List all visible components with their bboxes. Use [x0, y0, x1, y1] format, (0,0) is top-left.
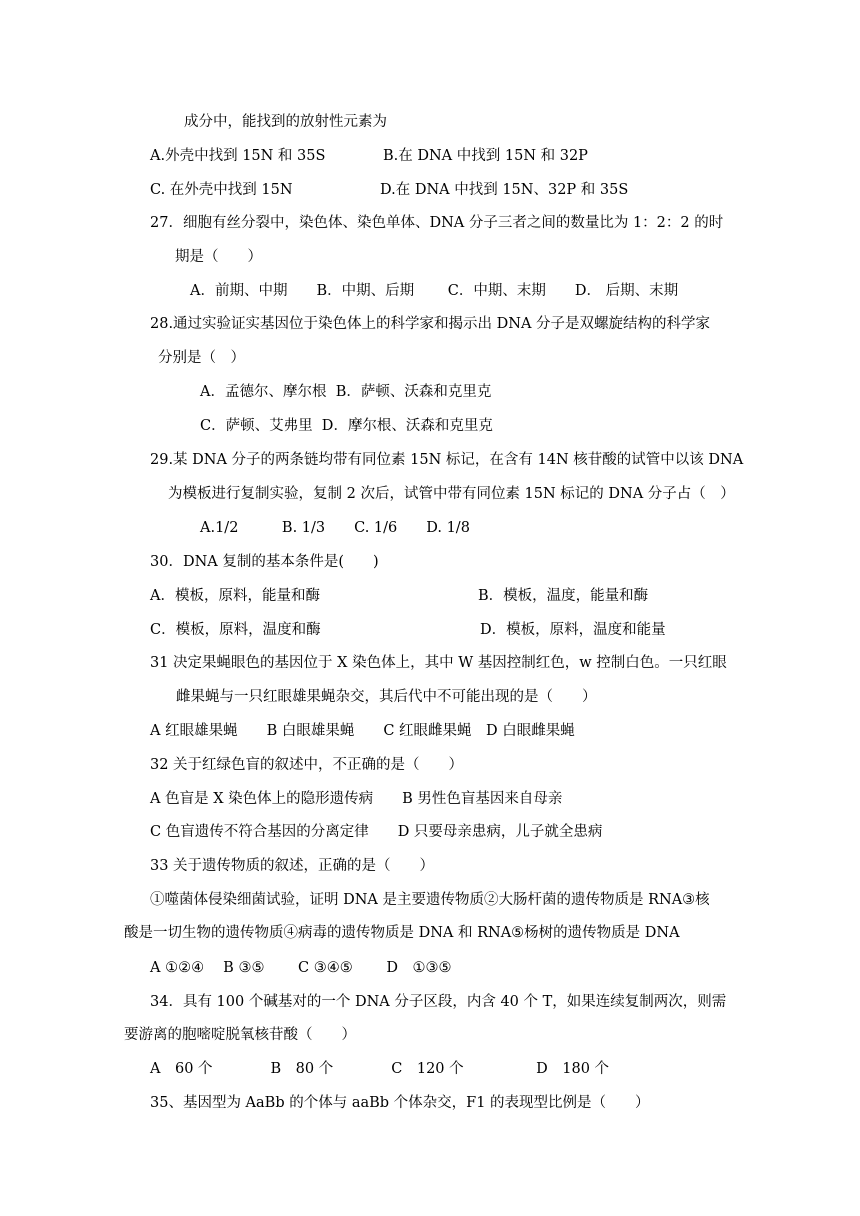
q30-option-a: A．模板，原料，能量和酶: [150, 588, 320, 604]
q26-option-a: A.外壳中找到 15N 和 35S: [150, 148, 326, 164]
q31-options: A 红眼雄果蝇 B 白眼雄果蝇 C 红眼雌果蝇 D 白眼雌果蝇: [150, 723, 575, 739]
q27-options: A．前期、中期 B．中期、后期 C．中期、末期 D． 后期、末期: [190, 283, 679, 299]
q29-options: A.1/2 B. 1/3 C. 1/6 D. 1/8: [200, 520, 470, 536]
q26-option-d: D.在 DNA 中找到 15N、32P 和 35S: [380, 182, 629, 198]
q27-stem-line1: 27．细胞有丝分裂中，染色体、染色单体、DNA 分子三者之间的数量比为 1：2：2 的时: [150, 215, 724, 231]
q35-stem: 35、基因型为 AaBb 的个体与 aaBb 个体杂交，F1 的表现型比例是（ ）: [150, 1095, 650, 1111]
q27-stem-line2: 期是（ ）: [175, 249, 262, 265]
q30-option-b: B．模板，温度，能量和酶: [478, 588, 649, 604]
q30-option-c: C．模板，原料，温度和酶: [150, 622, 321, 638]
q29-stem-line1: 29.某 DNA 分子的两条链均带有同位素 15N 标记，在含有 14N 核苷酸的试管中以该 DNA: [150, 452, 744, 468]
q30-option-d: D．模板，原料，温度和能量: [480, 622, 666, 638]
q33-options: A ①②④ B ③⑤ C ③④⑤ D ①③⑤: [150, 960, 452, 976]
q34-stem-line1: 34．具有 100 个碱基对的一个 DNA 分子区段，内含 40 个 T，如果连续复制两次，则需: [150, 994, 727, 1010]
q31-stem-line2: 雌果蝇与一只红眼雄果蝇杂交，其后代中不可能出现的是（ ）: [176, 689, 597, 705]
q33-body-line1: ①噬菌体侵染细菌试验，证明 DNA 是主要遗传物质②大肠杆菌的遗传物质是 RNA③核: [150, 892, 710, 908]
q32-options-line2: C 色盲遗传不符合基因的分离定律 D 只要母亲患病，儿子就全患病: [150, 824, 603, 840]
q34-options: A 60 个 B 80 个 C 120 个 D 180 个: [150, 1061, 610, 1077]
q26-option-c: C. 在外壳中找到 15N: [150, 182, 293, 198]
q31-stem-line1: 31 决定果蝇眼色的基因位于 X 染色体上，其中 W 基因控制红色，w 控制白色。一只红眼: [150, 655, 727, 671]
q28-stem-line1: 28.通过实验证实基因位于染色体上的科学家和揭示出 DNA 分子是双螺旋结构的科学家: [150, 316, 711, 332]
q33-stem: 33 关于遗传物质的叙述，正确的是（ ）: [150, 858, 435, 874]
q28-options-line1: A．孟德尔、摩尔根 B．萨顿、沃森和克里克: [200, 384, 492, 400]
q30-stem: 30．DNA 复制的基本条件是( ): [150, 554, 379, 570]
q29-stem-line2: 为模板进行复制实验，复制 2 次后，试管中带有同位素 15N 标记的 DNA 分子占（ ）: [168, 486, 735, 502]
q33-body-line2: 酸是一切生物的遗传物质④病毒的遗传物质是 DNA 和 RNA⑤杨树的遗传物质是 DNA: [124, 925, 680, 941]
q32-stem: 32 关于红绿色盲的叙述中，不正确的是（ ）: [150, 757, 464, 773]
q32-options-line1: A 色盲是 X 染色体上的隐形遗传病 B 男性色盲基因来自母亲: [150, 791, 563, 807]
q28-options-line2: C．萨顿、艾弗里 D．摩尔根、沃森和克里克: [200, 418, 493, 434]
q34-stem-line2: 要游离的胞嘧啶脱氧核苷酸（ ）: [124, 1027, 356, 1043]
q26-option-b: B.在 DNA 中找到 15N 和 32P: [383, 148, 588, 164]
q26-stem-continued: 成分中，能找到的放射性元素为: [184, 114, 387, 130]
q28-stem-line2: 分别是（ ）: [158, 350, 245, 366]
